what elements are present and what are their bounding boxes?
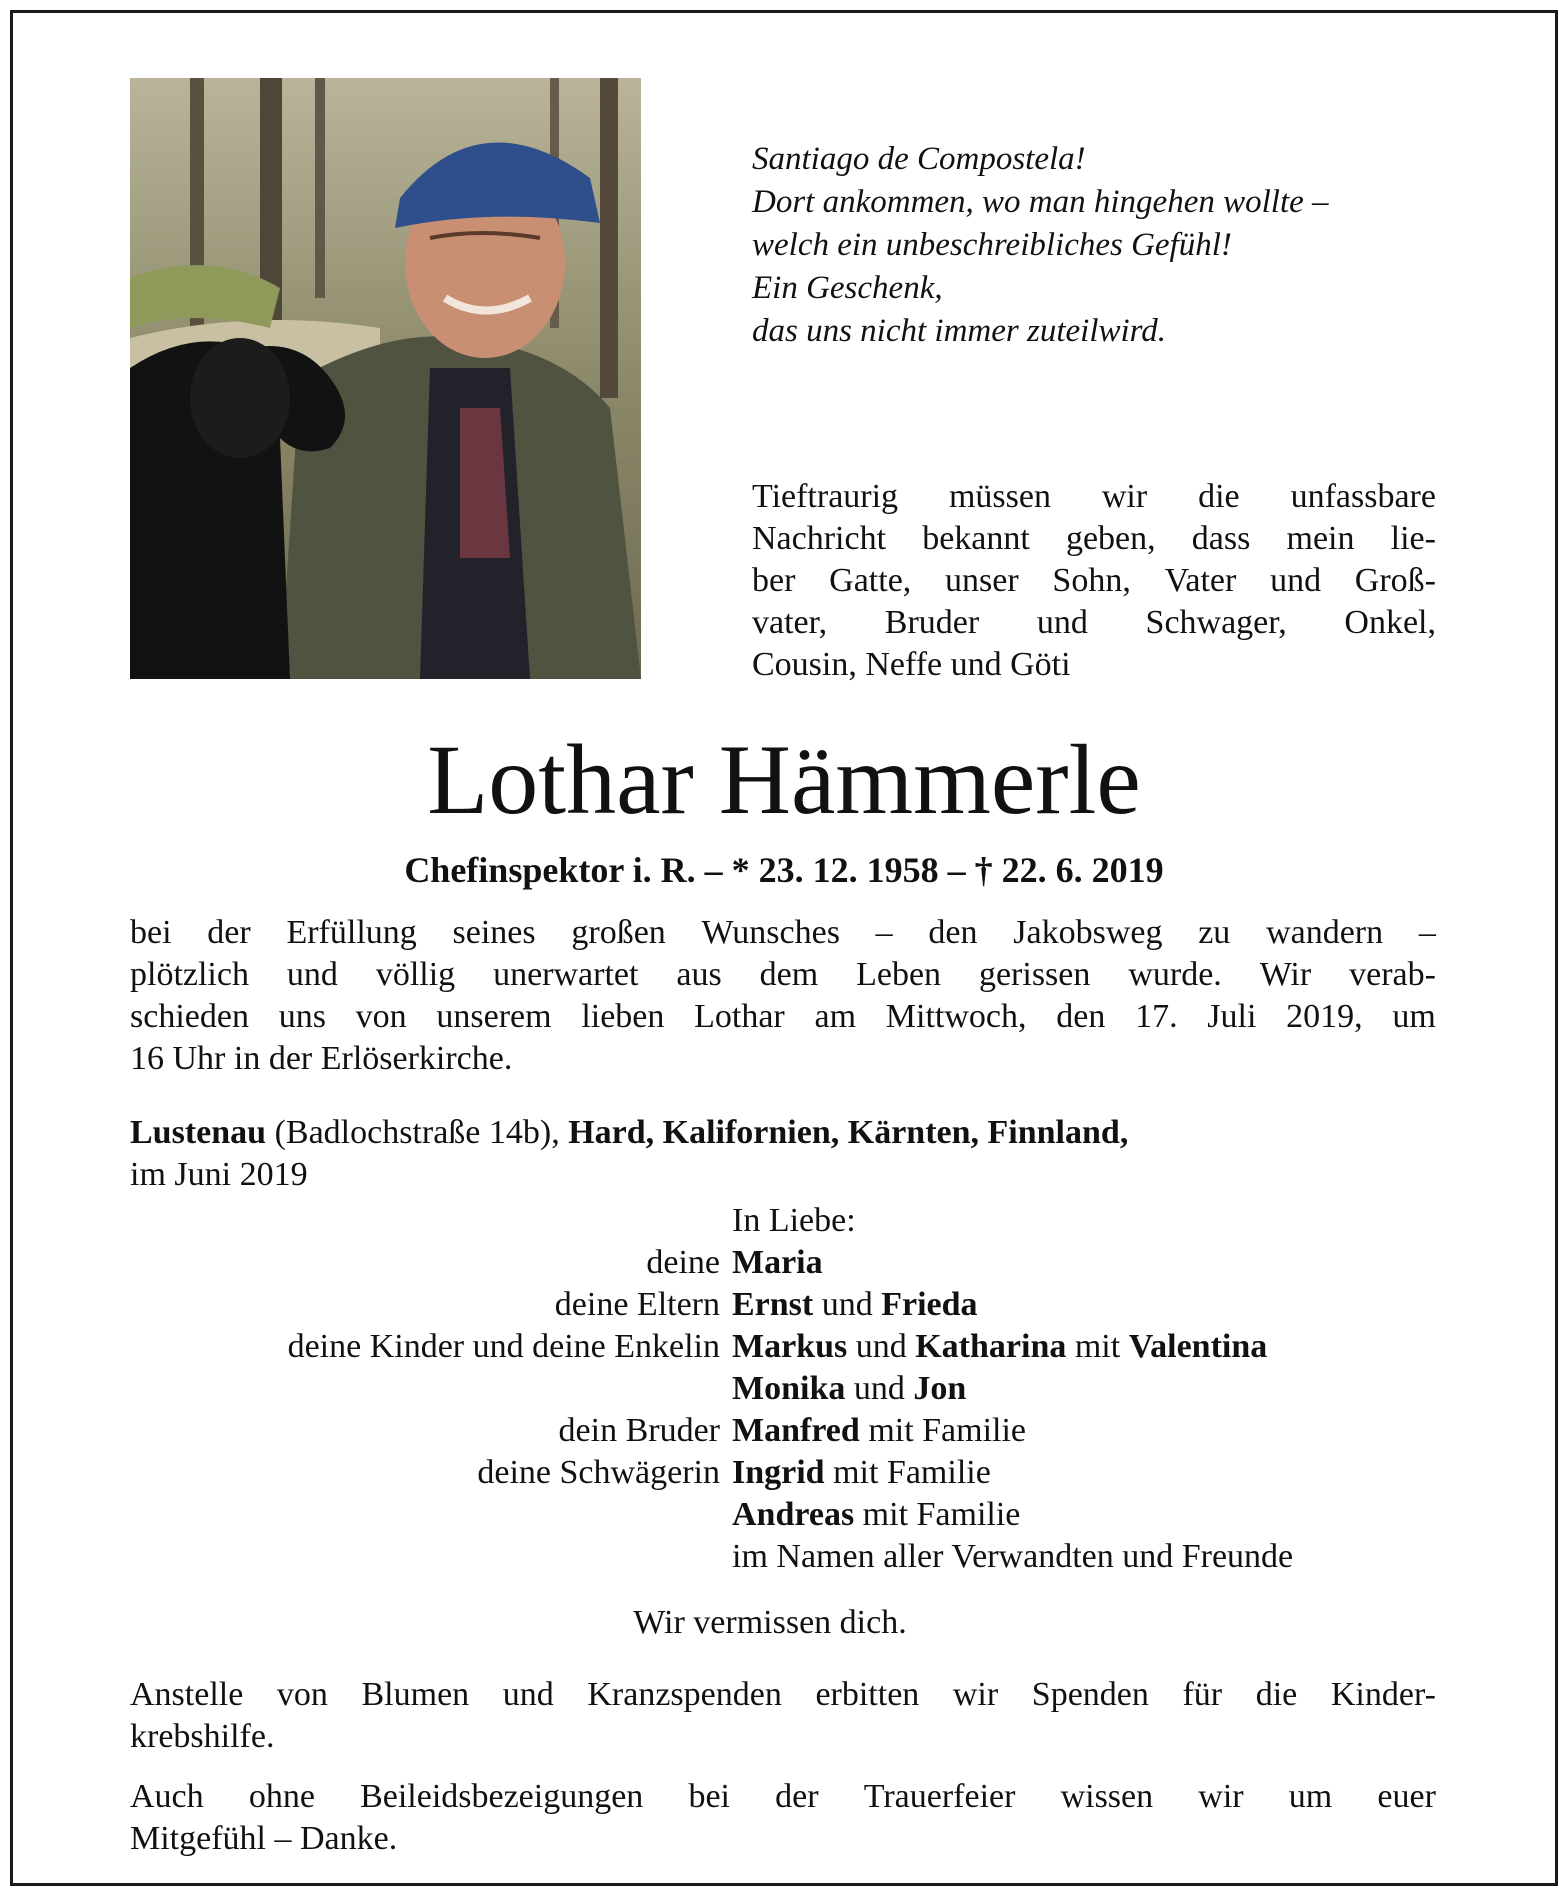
- word: Lothar: [694, 998, 785, 1035]
- word: bei: [688, 1778, 731, 1815]
- word: Groß-: [1354, 562, 1436, 599]
- word: Juli: [1207, 998, 1257, 1035]
- relatives-names: [732, 1536, 1293, 1578]
- word: unfassbare: [1290, 478, 1436, 515]
- signature-row: [0, 1410, 1568, 1452]
- word: zu: [1198, 914, 1231, 951]
- connector-text: und: [845, 1370, 914, 1407]
- word: großen: [571, 914, 666, 951]
- signature-row: [0, 1326, 1568, 1368]
- relative-name: Andreas: [732, 1496, 855, 1533]
- word: und: [1270, 562, 1322, 599]
- relatives-names: [732, 1284, 978, 1326]
- relatives-names: [732, 1368, 966, 1410]
- word: am: [814, 998, 857, 1035]
- thanks-line: Mitgefühl – Danke.: [130, 1820, 398, 1857]
- signature-row: [0, 1368, 1568, 1410]
- word: und: [1036, 604, 1088, 641]
- intro-line: [752, 476, 1436, 518]
- location-row: [130, 1112, 1436, 1154]
- word: vater,: [752, 604, 828, 641]
- word: und: [502, 1676, 554, 1713]
- word: lieben: [581, 998, 665, 1035]
- donation-note: [130, 1674, 1436, 1758]
- word: Trauerfeier: [863, 1778, 1016, 1815]
- word: Mittwoch,: [885, 998, 1027, 1035]
- word: gerissen: [978, 956, 1091, 993]
- motto-quote: [752, 138, 1492, 353]
- deceased-name: Lothar Hämmerle: [427, 724, 1141, 835]
- word: wir: [1198, 1778, 1244, 1815]
- word: Auch: [130, 1778, 204, 1815]
- connector-text: mit Familie: [824, 1454, 991, 1491]
- word: Vater: [1164, 562, 1237, 599]
- motto-line: welch ein unbeschreibliches Gefühl!: [752, 227, 1232, 263]
- word: uns: [278, 998, 326, 1035]
- connector-text: und: [813, 1286, 882, 1323]
- relative-name: Maria: [732, 1244, 823, 1281]
- donation-line: [130, 1674, 1436, 1716]
- word: dem: [759, 956, 819, 993]
- motto-line: Dort ankommen, wo man hingehen wollte –: [752, 184, 1329, 220]
- word: wissen: [1060, 1778, 1154, 1815]
- thanks-line: [130, 1776, 1436, 1818]
- relative-name: Valentina: [1128, 1328, 1268, 1365]
- announcement-paragraph: [130, 912, 1436, 1080]
- connector-text: mit: [1066, 1328, 1129, 1365]
- relative-name: Monika: [732, 1370, 846, 1407]
- word: 2019,: [1286, 998, 1363, 1035]
- signature-row: [0, 1242, 1568, 1284]
- connector-text: mit Familie: [854, 1496, 1021, 1533]
- body-line: 16 Uhr in der Erlöserkirche.: [130, 1040, 513, 1077]
- word: Sohn,: [1052, 562, 1131, 599]
- word: bei: [130, 914, 172, 951]
- word: euer: [1377, 1778, 1436, 1815]
- word: den: [928, 914, 978, 951]
- relative-name: Frieda: [881, 1286, 978, 1323]
- portrait-photo: [130, 78, 641, 679]
- word: wurde.: [1128, 956, 1222, 993]
- signature-row: [0, 1452, 1568, 1494]
- relation-label: deine Eltern: [554, 1286, 720, 1323]
- word: aus: [676, 956, 722, 993]
- intro-paragraph: [752, 476, 1436, 686]
- body-line: [130, 912, 1436, 954]
- word: Kranzspenden: [587, 1676, 782, 1713]
- word: wandern: [1266, 914, 1384, 951]
- relative-name: Jon: [913, 1370, 967, 1407]
- thanks-note: [130, 1776, 1436, 1860]
- relatives-names: [732, 1452, 991, 1494]
- word: Anstelle: [130, 1676, 244, 1713]
- word: wir: [1101, 478, 1148, 515]
- relation-label: deine Kinder und deine Enkelin: [287, 1328, 720, 1365]
- motto-line: Santiago de Compostela!: [752, 141, 1086, 177]
- intro-line: [752, 602, 1436, 644]
- word: erbitten: [815, 1676, 920, 1713]
- word: Kinder-: [1330, 1676, 1436, 1713]
- word: plötzlich: [130, 956, 249, 993]
- word: Beileidsbezeigungen: [360, 1778, 644, 1815]
- address: (Badlochstraße 14b),: [266, 1114, 569, 1151]
- relative-name: Ernst: [732, 1286, 814, 1323]
- word: Spenden: [1031, 1676, 1149, 1713]
- word: ohne: [248, 1778, 315, 1815]
- word: unerwartet: [493, 956, 639, 993]
- word: ber: [752, 562, 796, 599]
- word: Jakobsweg: [1013, 914, 1163, 951]
- places: Hard, Kalifornien, Kärnten, Finnland,: [568, 1114, 1129, 1151]
- word: der: [775, 1778, 819, 1815]
- word: Blumen: [361, 1676, 470, 1713]
- town: Lustenau: [130, 1114, 267, 1151]
- donation-line: krebshilfe.: [130, 1718, 275, 1755]
- word: für: [1182, 1676, 1223, 1713]
- signature-row: [0, 1284, 1568, 1326]
- word: von: [355, 998, 407, 1035]
- word: Bruder: [884, 604, 980, 641]
- word: Schwager,: [1145, 604, 1287, 641]
- location-date: im Juni 2019: [130, 1156, 308, 1193]
- word: unserem: [436, 998, 552, 1035]
- word: von: [276, 1676, 328, 1713]
- word: mein: [1286, 520, 1355, 557]
- relative-name: Manfred: [732, 1412, 860, 1449]
- title-and-dates: Chefinspektor i. R. – * 23. 12. 1958 – † 22. 6. 2019: [404, 850, 1164, 890]
- relatives-names: [732, 1242, 823, 1284]
- word: um: [1288, 1778, 1333, 1815]
- word: Nachricht: [752, 520, 887, 557]
- location-line: [130, 1112, 1436, 1196]
- word: Leben: [856, 956, 942, 993]
- word: Wunsches: [701, 914, 840, 951]
- word: der: [207, 914, 251, 951]
- word: geben,: [1065, 520, 1156, 557]
- word: Erfüllung: [286, 914, 417, 951]
- intro-line: [752, 518, 1436, 560]
- word: um: [1392, 998, 1436, 1035]
- relatives-names: [732, 1494, 1020, 1536]
- relation-label: deine: [646, 1244, 720, 1281]
- motto-line: Ein Geschenk,: [752, 270, 943, 306]
- intro-line: Cousin, Neffe und Göti: [752, 646, 1071, 683]
- word: –: [875, 914, 893, 951]
- connector-text: im Namen aller Verwandten und Freunde: [732, 1538, 1294, 1575]
- closing-text: Wir vermissen dich.: [633, 1604, 907, 1641]
- word: Onkel,: [1344, 604, 1436, 641]
- word: die: [1255, 1676, 1298, 1713]
- connector-text: und: [847, 1328, 916, 1365]
- connector-text: mit Familie: [859, 1412, 1027, 1449]
- word: und: [286, 956, 338, 993]
- word: Wir: [1259, 956, 1312, 993]
- signatures-heading: In Liebe:: [732, 1202, 856, 1239]
- relation-label: deine Schwägerin: [477, 1454, 720, 1491]
- word: den: [1056, 998, 1106, 1035]
- body-line: [130, 954, 1436, 996]
- relative-name: Markus: [732, 1328, 848, 1365]
- relation-label: dein Bruder: [558, 1412, 720, 1449]
- word: völlig: [375, 956, 456, 993]
- relative-name: Ingrid: [732, 1454, 825, 1491]
- relative-name: Katharina: [915, 1328, 1067, 1365]
- word: wir: [952, 1676, 999, 1713]
- word: müssen: [948, 478, 1051, 515]
- relatives-names: [732, 1410, 1026, 1452]
- word: unser: [945, 562, 1019, 599]
- word: 17.: [1135, 998, 1178, 1035]
- word: dass: [1191, 520, 1251, 557]
- word: Tieftraurig: [752, 478, 899, 515]
- motto-line: das uns nicht immer zuteilwird.: [752, 313, 1167, 349]
- word: verab-: [1349, 956, 1436, 993]
- word: schieden: [130, 998, 249, 1035]
- closing-line: [0, 1602, 1568, 1644]
- relatives-names: [732, 1326, 1267, 1368]
- word: die: [1198, 478, 1240, 515]
- body-line: [130, 996, 1436, 1038]
- word: bekannt: [922, 520, 1030, 557]
- signature-row: [0, 1494, 1568, 1536]
- word: –: [1418, 914, 1436, 951]
- word: lie-: [1390, 520, 1436, 557]
- signature-row: [0, 1536, 1568, 1578]
- word: Gatte,: [829, 562, 912, 599]
- intro-line: [752, 560, 1436, 602]
- word: seines: [452, 914, 536, 951]
